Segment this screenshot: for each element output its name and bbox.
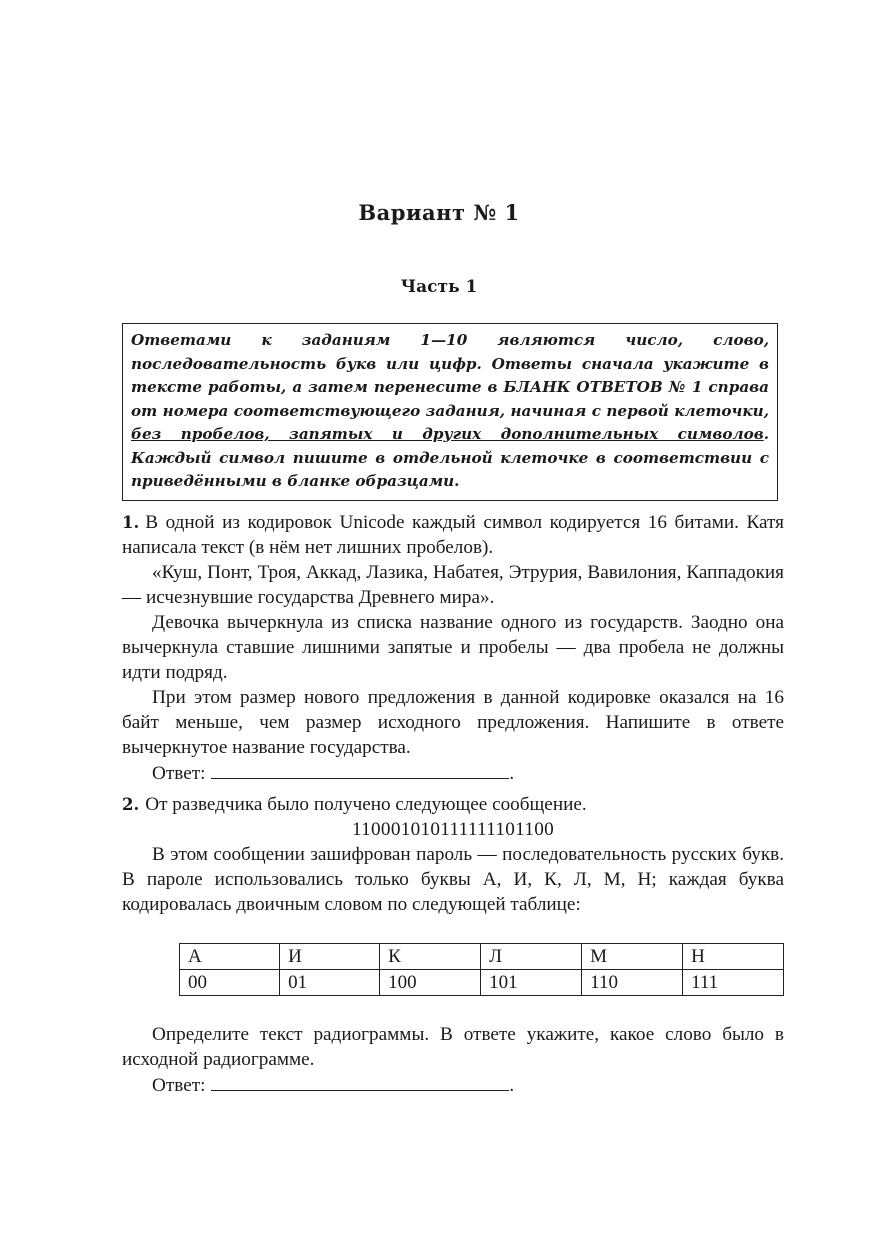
task-2-paragraph-3: Определите текст радиограммы. В ответе укажите, какое слово было в исходной радиограмме. — [122, 1024, 784, 1070]
encoded-message: 110001010111111101100 — [351, 819, 555, 840]
instructions-text: Ответами к заданиям 1—10 являются число, слово, последовательность букв или цифр. Ответы сначала укажите в тексте работы, а затем перенесите в БЛАНК ОТВЕТОВ № 1 справа от номера соответствующего задания, начиная с первой клеточки, — [131, 331, 769, 420]
task-1-paragraph-2: «Куш, Понт, Троя, Аккад, Лазика, Набатея, Этрурия, Вавилония, Каппадокия — исчезнувшие государства Древнего мира». — [122, 562, 784, 608]
instructions-text-end: . Каждый символ пишите в отдельной клеточке в соответствии с приведёнными в бланке образцами. — [131, 425, 769, 490]
table-cell: 101 — [481, 970, 582, 996]
answer-field[interactable] — [211, 760, 509, 779]
table-row-codes — [180, 970, 784, 996]
encoding-table — [179, 943, 784, 996]
table-cell: М — [582, 944, 683, 970]
answer-label: Ответ: — [152, 1075, 206, 1096]
task-number: 1. — [122, 513, 140, 532]
table-row-letters — [180, 944, 784, 970]
table-cell: 100 — [380, 970, 481, 996]
task-1 — [122, 510, 784, 786]
task-2-paragraph-2: В этом сообщении зашифрован пароль — последовательность русских букв. В пароле использовались только буквы А, И, К, Л, М, Н; каждая буква кодировалась двоичным словом по следующей таблице: — [122, 844, 784, 915]
table-cell: 01 — [280, 970, 380, 996]
task-2-paragraph-1: От разведчика было получено следующее сообщение. — [145, 794, 587, 815]
task-2 — [122, 792, 784, 1098]
task-1-paragraph-3: Девочка вычеркнула из списка название одного из государств. Заодно она вычеркнула ставшие лишними запятые и пробелы — два пробела не должны идти подряд. — [122, 612, 784, 683]
table-cell: К — [380, 944, 481, 970]
table-cell: 111 — [683, 970, 784, 996]
instructions-underlined: без пробелов, запятых и других дополнительных символов — [131, 425, 764, 443]
instructions-box — [122, 323, 778, 501]
task-number: 2. — [122, 795, 140, 814]
table-cell: Л — [481, 944, 582, 970]
task-2-answer: Ответ: . — [122, 1072, 784, 1098]
task-1-answer: Ответ: . — [122, 760, 784, 786]
variant-title: Вариант № 1 — [358, 200, 520, 225]
table-cell: 00 — [180, 970, 280, 996]
table-cell: Н — [683, 944, 784, 970]
answer-label: Ответ: — [152, 763, 206, 784]
table-cell: А — [180, 944, 280, 970]
task-1-paragraph-1: В одной из кодировок Unicode каждый символ кодируется 16 битами. Катя написала текст (в нём нет лишних пробелов). — [122, 512, 784, 558]
answer-field[interactable] — [211, 1072, 509, 1091]
table-cell: И — [280, 944, 380, 970]
part-heading: Часть 1 — [400, 277, 478, 297]
task-1-paragraph-4: При этом размер нового предложения в данной кодировке оказался на 16 байт меньше, чем размер исходного предложения. Напишите в ответе вычеркнутое название государства. — [122, 687, 784, 758]
table-cell: 110 — [582, 970, 683, 996]
